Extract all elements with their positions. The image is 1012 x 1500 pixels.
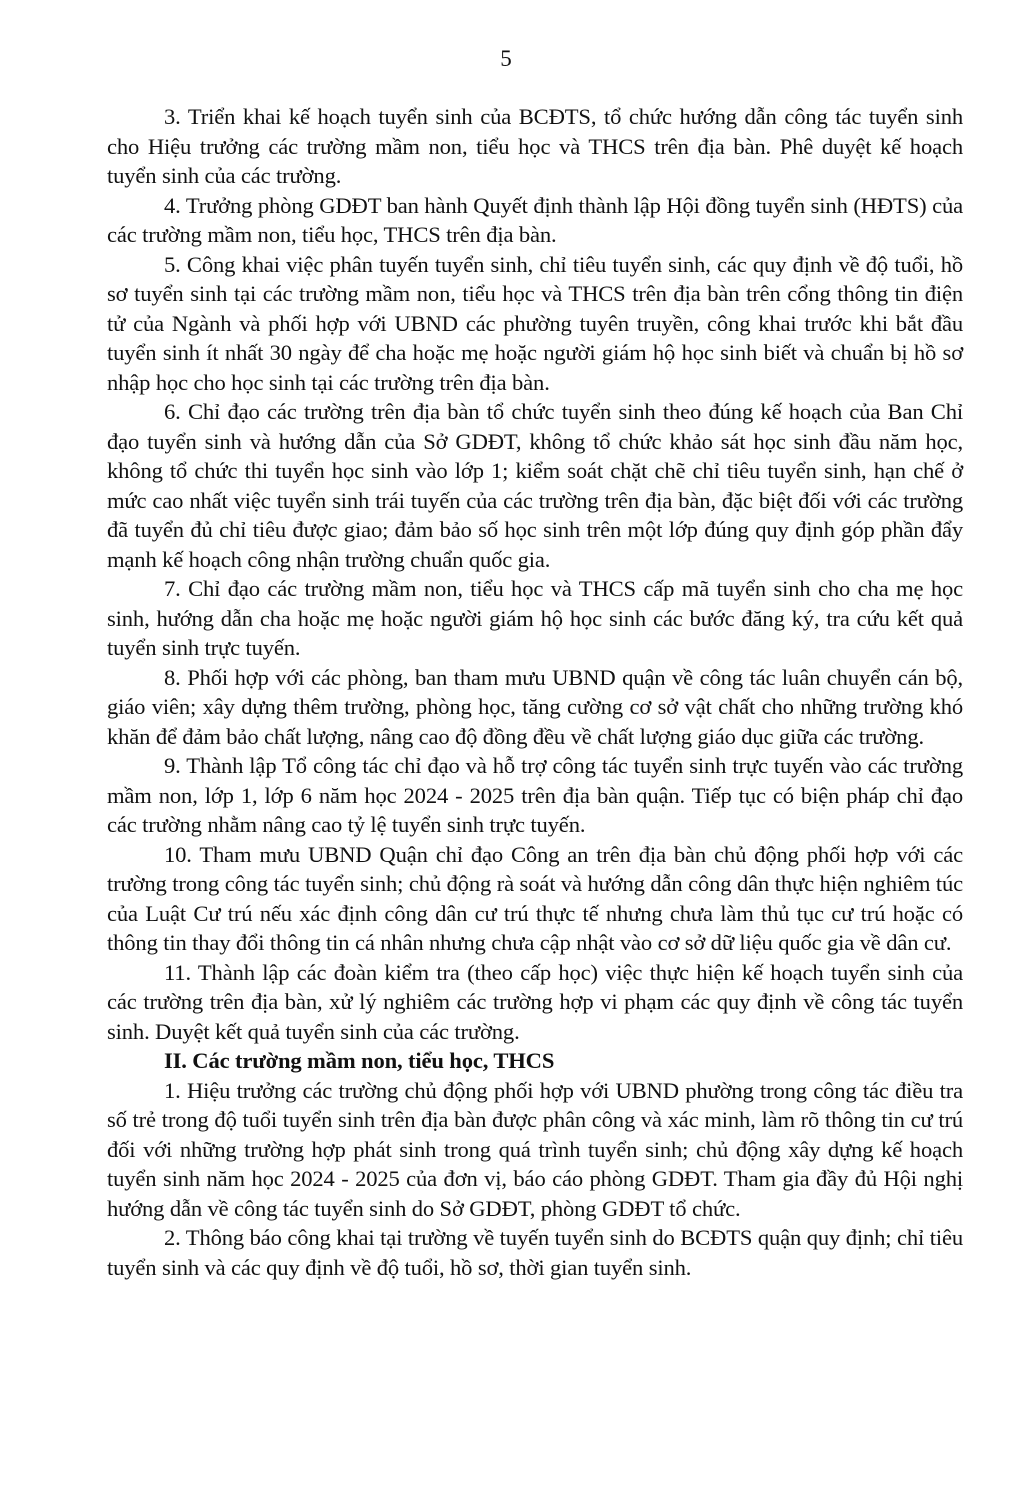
paragraph-item-11: 11. Thành lập các đoàn kiểm tra (theo cấp học) việc thực hiện kế hoạch tuyển sinh của các trường trên địa bàn, xử lý nghiêm các trường hợp vi phạm các quy định về công tác tuyển sinh. Duyệt kết quả tuyển sinh của các trường. bbox=[107, 959, 963, 1044]
section-paragraph-1: 1. Hiệu trưởng các trường chủ động phối hợp với UBND phường trong công tác điều tra số trẻ trong độ tuổi tuyển sinh trên địa bàn được phân công và xác minh, làm rõ thông tin cư trú đối với những trường hợp phát sinh trong quá trình tuyển sinh; chủ động xây dựng kế hoạch tuyển sinh năm học 2024 - 2025 của đơn vị, báo cáo phòng GDĐT. Tham gia đầy đủ Hội nghị hướng dẫn về công tác tuyển sinh do Sở GDĐT, phòng GDĐT tổ chức. bbox=[107, 1077, 963, 1221]
paragraph-item-3: 3. Triển khai kế hoạch tuyển sinh của BCĐTS, tổ chức hướng dẫn công tác tuyển sinh cho Hiệu trưởng các trường mầm non, tiểu học và THCS trên địa bàn. Phê duyệt kế hoạch tuyển sinh của các trường. bbox=[107, 104, 963, 188]
paragraph-item-8: 8. Phối hợp với các phòng, ban tham mưu UBND quận về công tác luân chuyển cán bộ, giáo viên; xây dựng thêm trường, phòng học, tăng cường cơ sở vật chất cho những trường khó khăn để đảm bảo chất lượng, nâng cao độ đồng đều về chất lượng giáo dục giữa các trường. bbox=[107, 664, 963, 749]
paragraph-item-6: 6. Chỉ đạo các trường trên địa bàn tổ chức tuyển sinh theo đúng kế hoạch của Ban Chỉ đạo tuyển sinh và hướng dẫn của Sở GDĐT, không tổ chức khảo sát học sinh đầu năm học, không tổ chức thi tuyển học sinh vào lớp 1; kiểm soát chặt chẽ chỉ tiêu tuyển sinh, hạn chế ở mức cao nhất việc tuyển sinh trái tuyến của các trường trên địa bàn, đặc biệt đối với các trường đã tuyển đủ chỉ tiêu được giao; đảm bảo số học sinh trên một lớp đúng quy định góp phần đẩy mạnh kế hoạch công nhận trường chuẩn quốc gia. bbox=[107, 399, 963, 572]
paragraph-item-7: 7. Chỉ đạo các trường mầm non, tiểu học và THCS cấp mã tuyển sinh cho cha mẹ học sinh, hướng dẫn cha hoặc mẹ hoặc người giám hộ học sinh các bước đăng ký, tra cứu kết quả tuyển sinh trực tuyến. bbox=[107, 576, 963, 660]
document-body bbox=[107, 102, 963, 1282]
paragraph-item-10: 10. Tham mưu UBND Quận chỉ đạo Công an trên địa bàn chủ động phối hợp với các trường trong công tác tuyển sinh; chủ động rà soát và hướng dẫn công dân thực hiện nghiêm túc của Luật Cư trú nếu xác định công dân cư trú thực tế nhưng chưa làm thủ tục cư trú hoặc có thông tin thay đổi thông tin cá nhân nhưng chưa cập nhật vào cơ sở dữ liệu quốc gia về dân cư. bbox=[107, 841, 963, 955]
page-number: 5 bbox=[500, 46, 512, 71]
paragraph-item-9: 9. Thành lập Tổ công tác chỉ đạo và hỗ trợ công tác tuyển sinh trực tuyến vào các trường mầm non, lớp 1, lớp 6 năm học 2024 - 2025 trên địa bàn quận. Tiếp tục có biện pháp chỉ đạo các trường nhằm nâng cao tỷ lệ tuyển sinh trực tuyến. bbox=[107, 753, 963, 837]
paragraph-item-4: 4. Trưởng phòng GDĐT ban hành Quyết định thành lập Hội đồng tuyển sinh (HĐTS) của các trường mầm non, tiểu học, THCS trên địa bàn. bbox=[107, 192, 963, 247]
section-heading: II. Các trường mầm non, tiểu học, THCS bbox=[164, 1048, 555, 1073]
paragraph-item-5: 5. Công khai việc phân tuyến tuyển sinh, chỉ tiêu tuyển sinh, các quy định về độ tuổi, hồ sơ tuyển sinh tại các trường mầm non, tiểu học và THCS trên địa bàn trên cổng thông tin điện tử của Ngành và phối hợp với UBND các phường tuyên truyền, công khai trước khi bắt đầu tuyển sinh ít nhất 30 ngày để cha hoặc mẹ hoặc người giám hộ học sinh biết và chuẩn bị hồ sơ nhập học cho học sinh tại các trường trên địa bàn. bbox=[107, 251, 963, 395]
section-paragraph-2: 2. Thông báo công khai tại trường về tuyến tuyển sinh do BCĐTS quận quy định; chỉ tiêu tuyển sinh và các quy định về độ tuổi, hồ sơ, thời gian tuyển sinh. bbox=[107, 1225, 963, 1280]
